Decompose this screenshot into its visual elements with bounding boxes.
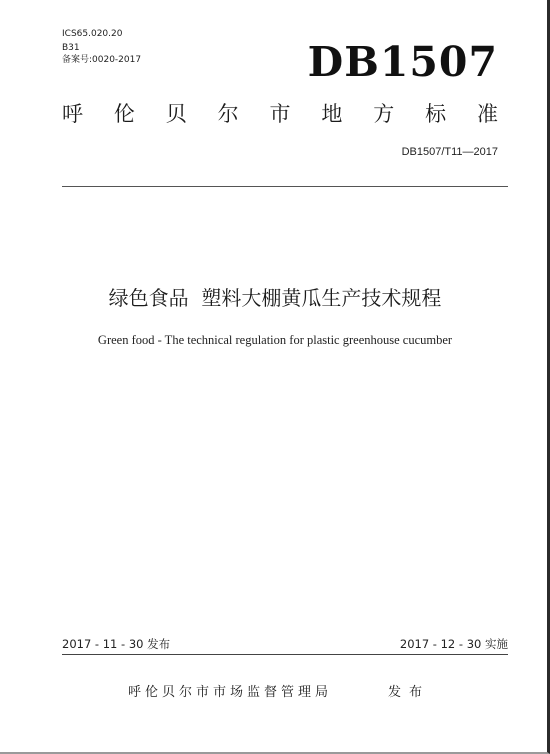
issue-label: 发布 (388, 685, 431, 700)
footer-divider (62, 654, 508, 655)
standard-code: DB1507 (307, 38, 498, 86)
issuing-authority: 呼伦贝尔市市场监督管理局 (128, 685, 333, 700)
classification-code: B31 (62, 43, 80, 53)
ics-code: ICS65.020.20 (62, 29, 123, 39)
document-title-english: Green food - The technical regulation for plastic greenhouse cucumber (97, 333, 453, 347)
standard-category-char: 伦 (113, 102, 135, 126)
issue-date: 2017 - 11 - 30 发布 (62, 637, 171, 651)
standard-category-char: 标 (425, 102, 447, 126)
standard-category-char: 准 (477, 102, 498, 126)
implementation-date: 2017 - 12 - 30 实施 (399, 637, 508, 651)
record-number: 备案号:0020-2017 (62, 55, 142, 65)
standard-category-char: 尔 (217, 102, 239, 126)
standard-category-char: 地 (321, 102, 343, 126)
standard-category-char: 方 (373, 102, 395, 126)
standard-category-char: 市 (269, 102, 291, 126)
standard-category (62, 100, 498, 128)
standard-number: DB1507/T11—2017 (401, 146, 498, 158)
header-divider (62, 186, 508, 187)
standard-category-char: 呼 (62, 102, 83, 126)
document-title-chinese: 绿色食品 塑料大棚黄瓜生产技术规程 (108, 286, 442, 310)
standard-category-char: 贝 (165, 102, 187, 126)
